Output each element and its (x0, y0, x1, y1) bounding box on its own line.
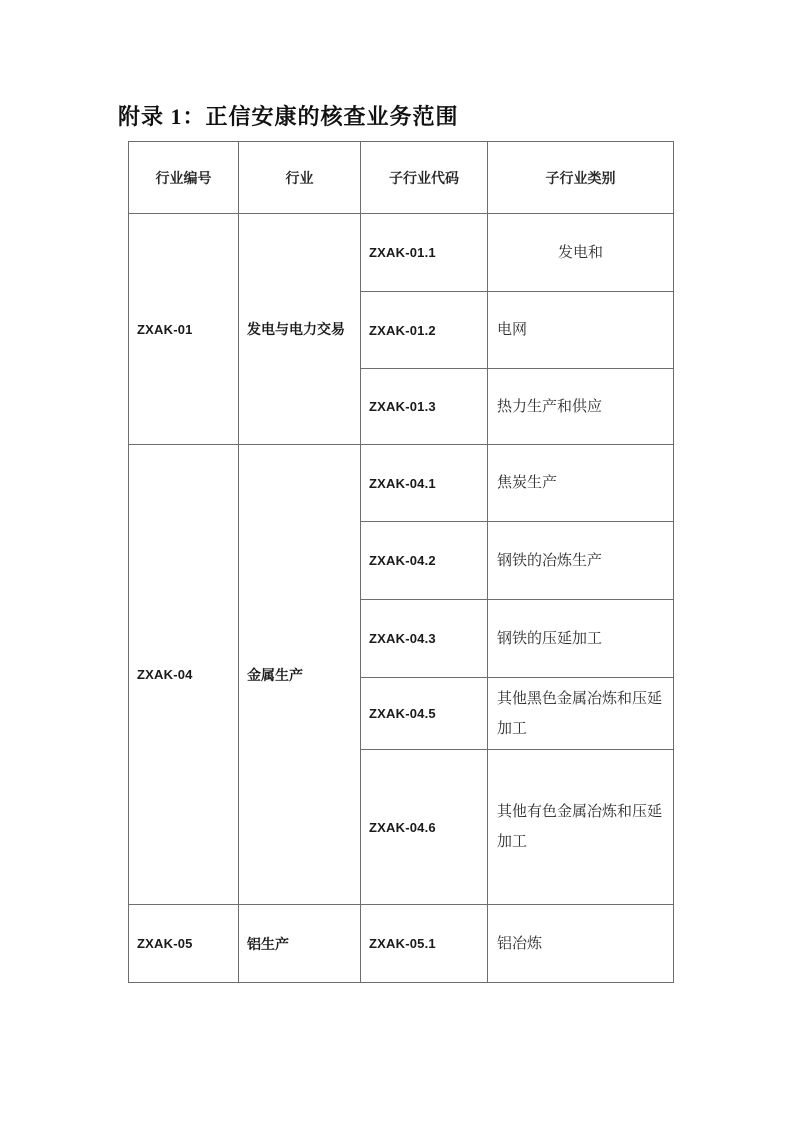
subindustry-category-cell: 钢铁的冶炼生产 (488, 522, 674, 600)
subindustry-code-cell: ZXAK-04.1 (361, 445, 488, 522)
table-row (129, 445, 674, 522)
header-subindustry-code: 子行业代码 (361, 142, 488, 214)
subindustry-code-cell: ZXAK-04.3 (361, 600, 488, 678)
industry-code-cell: ZXAK-05 (129, 905, 239, 983)
industry-name-cell: 金属生产 (239, 445, 361, 905)
table-row (129, 905, 674, 983)
subindustry-category-cell: 电网 (488, 292, 674, 369)
subindustry-code-cell: ZXAK-04.2 (361, 522, 488, 600)
subindustry-category-cell: 铝冶炼 (488, 905, 674, 983)
table-row (129, 214, 674, 292)
header-industry: 行业 (239, 142, 361, 214)
page-title: 附录 1：正信安康的核查业务范围 (118, 104, 459, 129)
subindustry-code-cell: ZXAK-04.5 (361, 678, 488, 750)
subindustry-category-cell: 钢铁的压延加工 (488, 600, 674, 678)
subindustry-category-cell: 其他有色金属冶炼和压延加工 (488, 750, 674, 905)
subindustry-category-cell: 发电和 (488, 214, 674, 292)
subindustry-code-cell: ZXAK-05.1 (361, 905, 488, 983)
subindustry-code-cell: ZXAK-01.2 (361, 292, 488, 369)
industry-name-cell: 发电与电力交易 (239, 214, 361, 445)
header-industry-code: 行业编号 (129, 142, 239, 214)
subindustry-category-cell: 焦炭生产 (488, 445, 674, 522)
industry-code-cell: ZXAK-04 (129, 445, 239, 905)
subindustry-category-cell: 其他黑色金属冶炼和压延加工 (488, 678, 674, 750)
table-header-row (129, 142, 674, 214)
industry-name-cell: 铝生产 (239, 905, 361, 983)
business-scope-table (128, 141, 674, 983)
subindustry-code-cell: ZXAK-04.6 (361, 750, 488, 905)
header-subindustry-category: 子行业类别 (488, 142, 674, 214)
subindustry-code-cell: ZXAK-01.3 (361, 369, 488, 445)
industry-code-cell: ZXAK-01 (129, 214, 239, 445)
subindustry-code-cell: ZXAK-01.1 (361, 214, 488, 292)
subindustry-category-cell: 热力生产和供应 (488, 369, 674, 445)
